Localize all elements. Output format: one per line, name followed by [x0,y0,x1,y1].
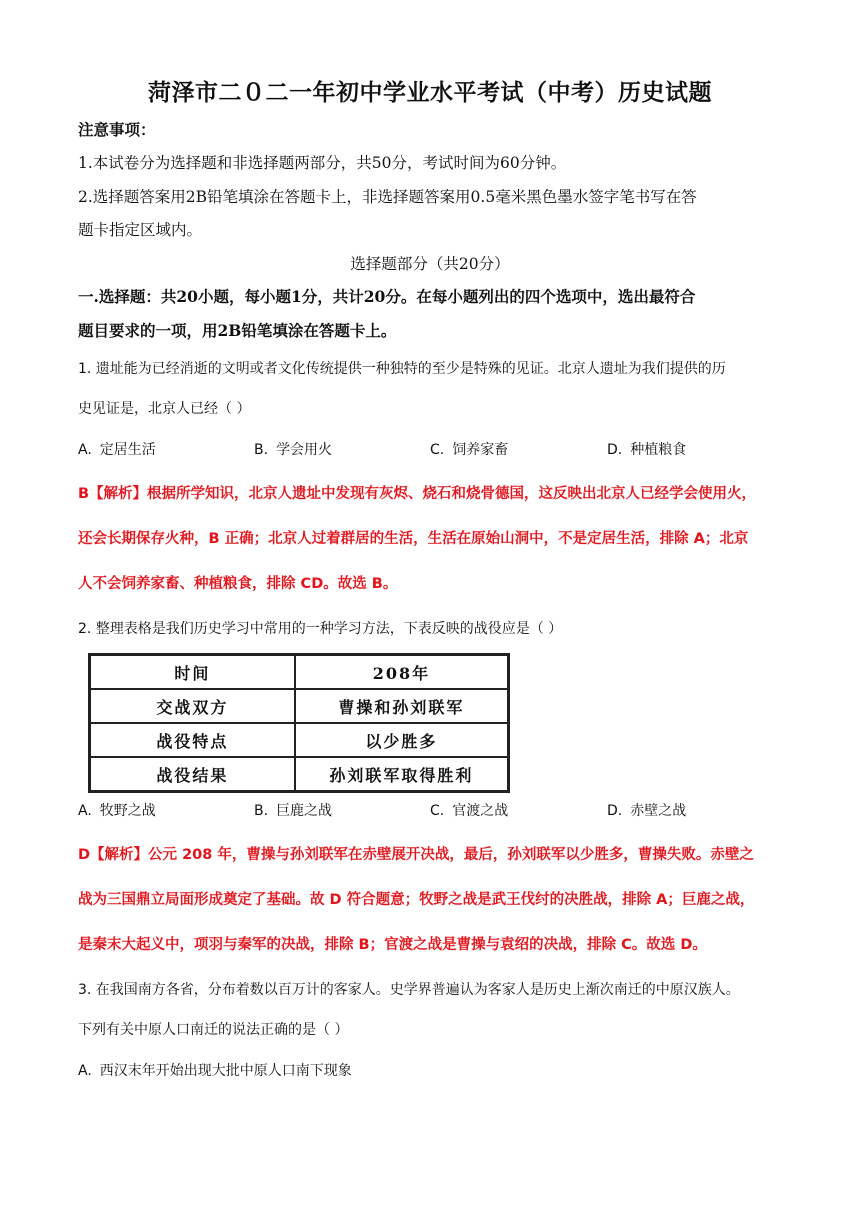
table-row [90,723,509,757]
table-cell: 孙刘联军取得胜利 [295,757,509,792]
question-2-answer-line-2: 战为三国鼎立局面形成奠定了基础。故 D 符合题意；牧野之战是武王伐纣的决胜战，排除 A；巨鹿之战， [78,892,755,908]
table-cell: 208年 [295,655,509,690]
q1-option-c: C. 饲养家畜 [430,442,509,458]
table-cell: 以少胜多 [295,723,509,757]
question-2-line-1: 2. 整理表格是我们历史学习中常用的一种学习方法，下表反映的战役应是（ ） [78,621,563,637]
q2-option-a: A. 牧野之战 [78,803,156,819]
table-cell: 战役结果 [90,757,295,792]
table-row [90,689,509,723]
notice-item-2-line-2: 题卡指定区域内。 [78,221,203,239]
battle-table [88,653,510,783]
question-2-answer-line-1: D【解析】公元 208 年，曹操与孙刘联军在赤壁展开决战，最后，孙刘联军以少胜多，曹操失败。赤壁之 [78,847,754,863]
section-title: 选择题部分（共20分） [350,255,510,273]
question-1-answer-line-1: B【解析】根据所学知识，北京人遗址中发现有灰烬、烧石和烧骨德国，这反映出北京人已经学会使用火， [78,486,757,502]
notice-item-1: 1.本试卷分为选择题和非选择题两部分，共50分，考试时间为60分钟。 [78,154,567,172]
table-row [90,757,509,792]
table-cell: 时间 [90,655,295,690]
q3-option-a: A. 西汉末年开始出现大批中原人口南下现象 [78,1063,352,1079]
question-3-line-2: 下列有关中原人口南迁的说法正确的是（ ） [78,1022,349,1038]
notice-item-2-line-1: 2.选择题答案用2B铅笔填涂在答题卡上，非选择题答案用0.5毫米黑色墨水签字笔书写在答 [78,188,697,206]
q2-option-d: D. 赤壁之战 [607,803,687,819]
question-2-answer-line-3: 是秦末大起义中，项羽与秦军的决战，排除 B；官渡之战是曹操与袁绍的决战，排除 C。故选 D。 [78,937,707,953]
q2-option-b: B. 巨鹿之战 [254,803,333,819]
table-cell: 交战双方 [90,689,295,723]
q1-option-d: D. 种植粮食 [607,442,687,458]
question-1-line-2: 史见证是，北京人已经（ ） [78,401,251,417]
question-1-answer-line-2: 还会长期保存火种，B 正确；北京人过着群居的生活，生活在原始山洞中，不是定居生活，排除 A；北京 [78,531,749,547]
table-row [90,655,509,690]
table-cell: 曹操和孙刘联军 [295,689,509,723]
section-instruction-line-1: 一.选择题：共20小题，每小题1分，共计20分。在每小题列出的四个选项中，选出最符合 [78,287,696,306]
q1-option-b: B. 学会用火 [254,442,333,458]
table-cell: 战役特点 [90,723,295,757]
question-1-line-1: 1. 遗址能为已经消逝的文明或者文化传统提供一种独特的至少是特殊的见证。北京人遗址为我们提供的历 [78,361,726,377]
notice-heading: 注意事项： [78,120,156,139]
page-title: 菏泽市二０二一年初中学业水平考试（中考）历史试题 [148,79,712,106]
section-instruction-line-2: 题目要求的一项，用2B铅笔填涂在答题卡上。 [78,321,397,340]
question-1-answer-line-3: 人不会饲养家畜、种植粮食，排除 CD。故选 B。 [78,576,398,592]
question-3-line-1: 3. 在我国南方各省，分布着数以百万计的客家人。史学界普遍认为客家人是历史上渐次南迁的中原汉族人。 [78,982,740,998]
q1-option-a: A. 定居生活 [78,442,156,458]
q2-option-c: C. 官渡之战 [430,803,509,819]
